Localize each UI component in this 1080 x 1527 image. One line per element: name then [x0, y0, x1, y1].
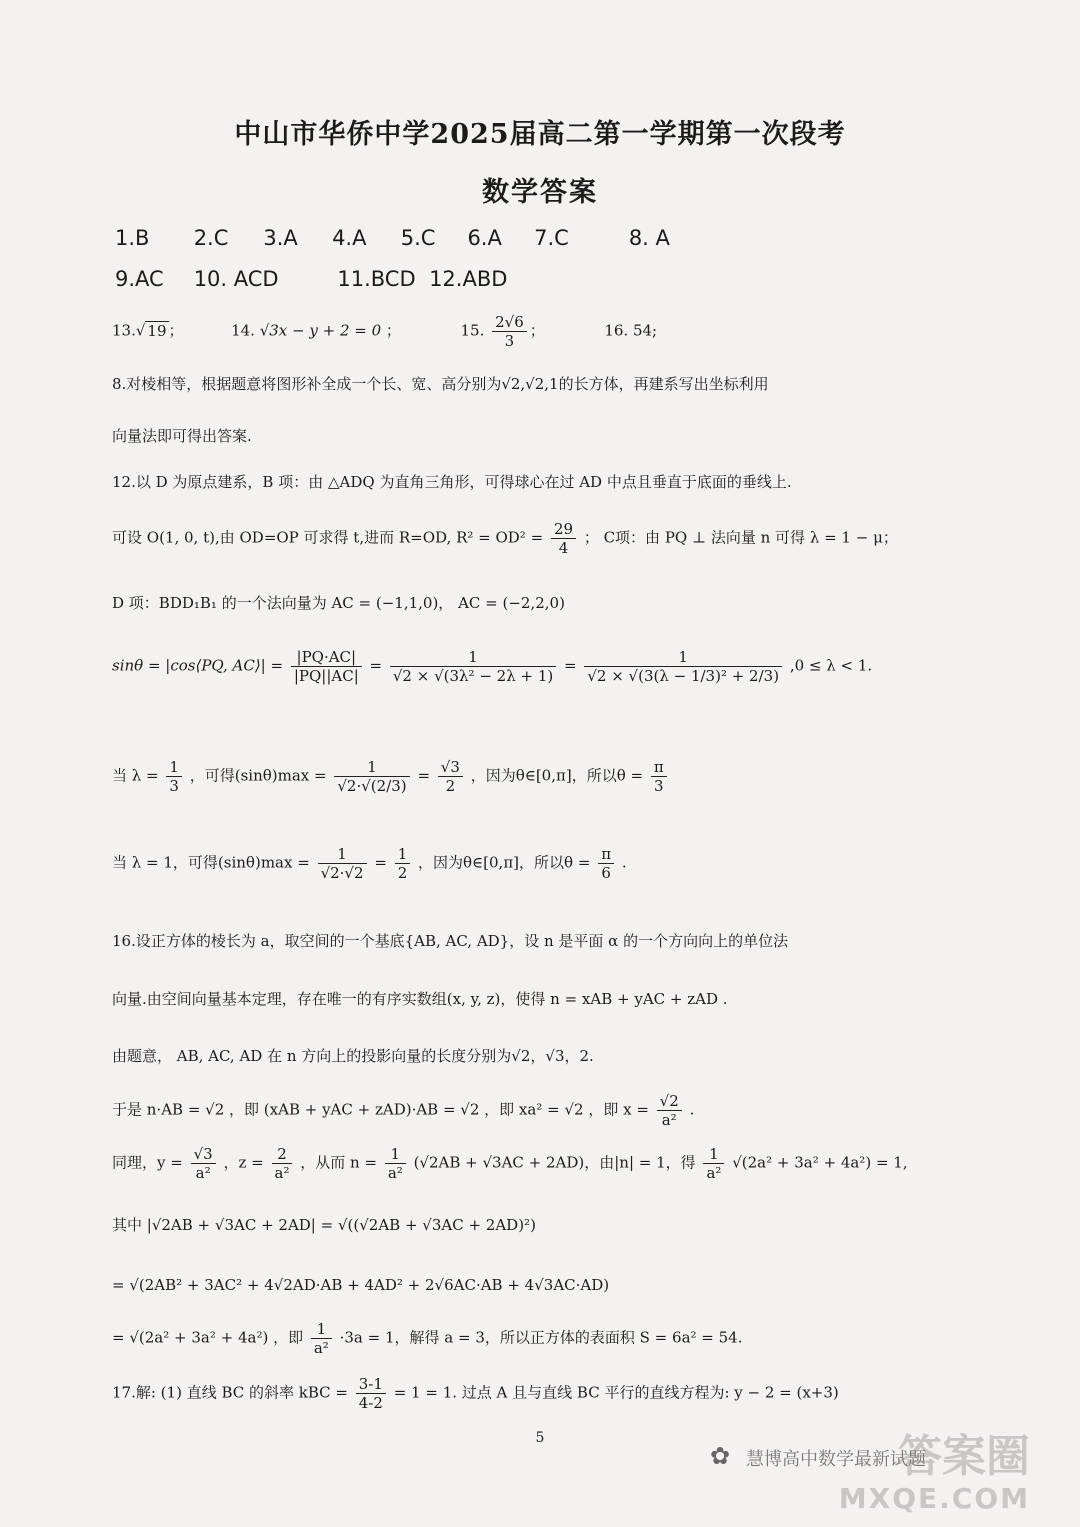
q12-line3: D 项：BDD₁B₁ 的一个法向量为 AC = (−1,1,0)， AC = (−2,2,0) [112, 594, 565, 612]
q17-line1: 17.解: (1) 直线 BC 的斜率 kBC = $\frac{3-1}{4-2}$ = 1 = 1. 过点 A 且与直线 BC 平行的直线方程为: y − 2 = (x+3) [112, 1375, 839, 1412]
q16-line8: = √(2a² + 3a² + 4a²) ，即 $\frac{1}{\text{a²}}$ ·3a = 1，解得 a = 3，所以正方体的表面积 S = 6a² = 54. [112, 1320, 743, 1357]
watermark [710, 1420, 1040, 1520]
q12-line1: 12.以 D 为原点建系，B 项：由 △ADQ 为直角三角形，可得球心在过 AD 中点且垂直于底面的垂线上. [112, 473, 792, 491]
page-number: 5 [535, 1430, 545, 1446]
answer-row-1 [115, 226, 670, 250]
q16-line7: = √(2AB² + 3AC² + 4√2AD·AB + 4AD² + 2√6AC·AB + 4√3AC·AD) [112, 1276, 610, 1294]
watermark-url: MXQE.COM [838, 1482, 1030, 1515]
answer-item: 4.A [332, 226, 367, 250]
q12-line2: 可设 O(1, 0, t),由 OD=OP 可求得 t,进而 R=OD, R² = OD² = $\frac{29}{4}$ ； C项：由 PQ ⊥ 法向量 n 可得 λ = 1 − μ； [112, 520, 898, 557]
answer-item: 12.ABD [429, 267, 508, 291]
q8-explanation-line2: 向量法即可得出答案. [112, 427, 252, 445]
answer-row-2 [115, 267, 507, 291]
q12-case-1: 当 λ = $\frac{1}{3}$ ，可得(sinθ)max = $\frac{1}{√2\cdot√(2/3)}$ = $\frac{√3}{2}$ ，因为θ∈[0,π]，所以θ = $\frac{\pi}{3}$ [112, 758, 670, 795]
answer-item: 2.C [193, 226, 229, 250]
q16-line2: 向量.由空间向量基本定理，存在唯一的有序实数组(x, y, z)，使得 n = xAB + yAC + zAD . [112, 990, 728, 1008]
q16-line6: 其中 |√2AB + √3AC + 2AD| = √((√2AB + √3AC + 2AD)²) [112, 1216, 536, 1234]
answer-item: 5.C [400, 226, 436, 250]
q12-case-2: 当 λ = 1，可得(sinθ)max = $\frac{1}{√2\cdot√2}$ = $\frac{1}{2}$ ，因为θ∈[0,π]，所以θ = $\frac{\pi}{6}$ . [112, 845, 627, 882]
wechat-icon: ✿ [710, 1442, 731, 1470]
page-subtitle: 数学答案 [482, 177, 598, 208]
watermark-account: 慧博高中数学最新试题 [746, 1449, 926, 1470]
answer-item: 3.A [263, 226, 298, 250]
fill-in-answers: 13.√ 19 ； 14. √3x − y + 2 = 0 ； 15. $\frac{2√6}{3}$ ； 16. 54; [112, 313, 658, 350]
q16-line3: 由题意， AB, AC, AD 在 n 方向上的投影向量的长度分别为√2，√3，2. [112, 1047, 594, 1065]
q16-line5: 同理，y = $\frac{√3}{\text{a²}}$ ，z = $\frac{2}{\text{a²}}$ ，从而 n = $\frac{1}{\text{a²}}$ (√2AB + √3AC + 2AD)，由|n| = 1，得 $\frac{1}{\text{a²}}$ √(2a² + 3a² + 4a²) = 1, [112, 1145, 908, 1182]
q8-explanation-line1: 8.对棱相等，根据题意将图形补全成一个长、宽、高分别为√2,√2,1的长方体，再建系写出坐标利用 [112, 375, 769, 393]
q16-line1: 16.设正方体的棱长为 a，取空间的一个基底{AB, AC, AD}，设 n 是平面 α 的一个方向向上的单位法 [112, 932, 789, 950]
answer-item: 7.C [534, 226, 569, 250]
answer-item: 8. A [628, 226, 670, 250]
answer-item: 1.B [115, 226, 150, 250]
q12-sin-formula: sinθ = |cos⟨PQ, AC⟩| = $\frac{|PQ\cdot AC|}{|PQ||AC|}$ = $\frac{1}{\text{√2 × √(3λ² − 2λ + 1)}}$ = $\frac{1}{\text{√2 × √(3(λ − 1/3)² + 2/3)}}$ ,0 ≤ λ < 1. [112, 648, 873, 685]
answer-item: 6.A [467, 226, 502, 250]
answer-item: 9.AC [115, 267, 164, 291]
watermark-brand: 答案圈 [898, 1431, 1030, 1482]
answer-item: 10. ACD [193, 267, 279, 291]
answer-item: 11.BCD [337, 267, 416, 291]
page-title: 中山市华侨中学2025届高二第一学期第一次段考 [234, 119, 846, 150]
q16-line4: 于是 n·AB = √2 ，即 (xAB + yAC + zAD)·AB = √2 ，即 xa² = √2 ，即 x = $\frac{√2}{\text{a²}}$ . [112, 1092, 695, 1129]
